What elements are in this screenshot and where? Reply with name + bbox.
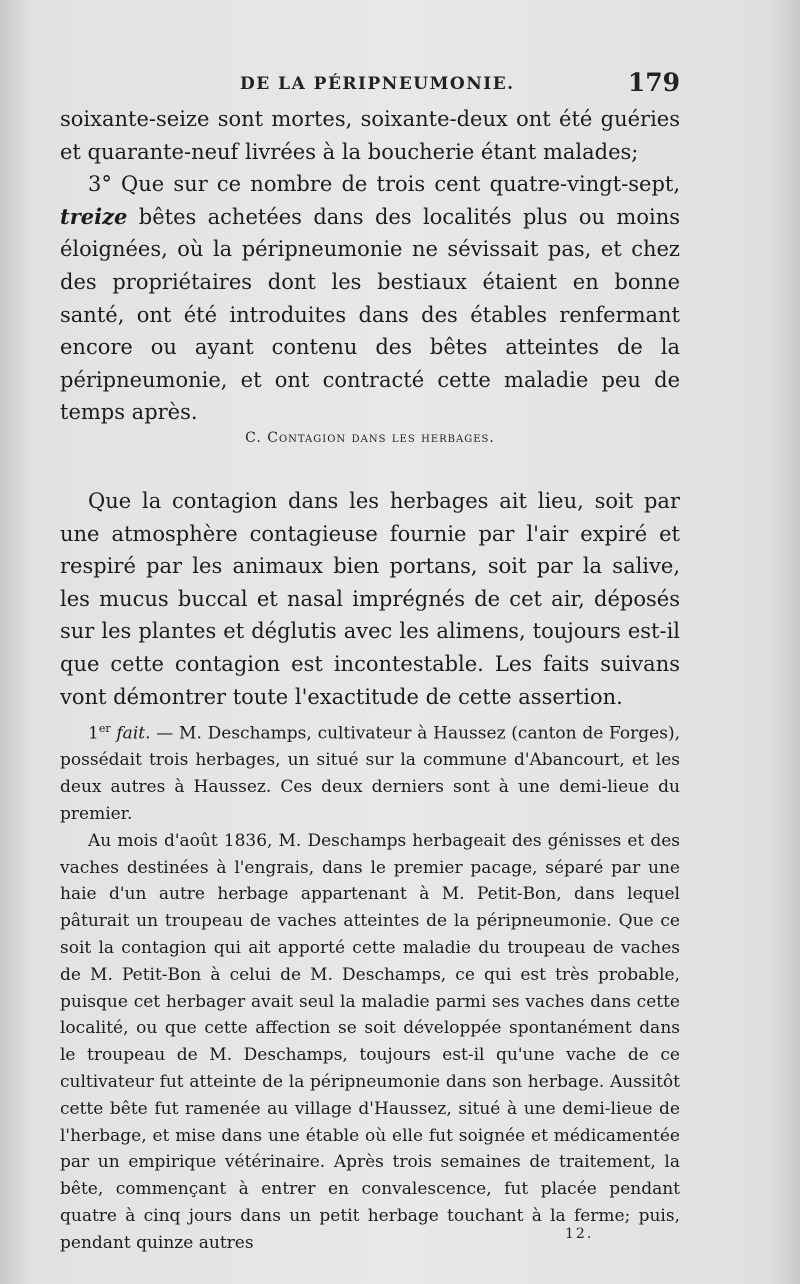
- section-text-block: [60, 485, 680, 713]
- emphasis-treize: treize: [60, 203, 128, 229]
- running-title: DE LA PÉRIPNEUMONIE.: [240, 74, 515, 94]
- facts-text-block: [60, 716, 680, 1257]
- paragraph-statistics: soixante-seize sont mortes, soixante-deux ont été guéries et quarante-neuf livrées à la boucherie étant malades;: [60, 107, 680, 164]
- section-heading-text: C. Contagion dans les herbages.: [245, 430, 495, 446]
- page-header: [60, 66, 680, 100]
- opening-text-block: [60, 103, 680, 429]
- paragraph-contagion: Que la contagion dans les herbages ait lieu, soit par une atmosphère contagieuse fournie par l'air expiré et respiré par les animaux bien portans, soit par la salive, les mucus buccal et nasal imprégnés de cet air, déposés sur les plantes et déglutis avec les alimens, toujours est-il que cette contagion est incontestable. Les faits suivans vont démontrer toute l'exactitude de cette assertion.: [60, 489, 680, 709]
- fact-number: 1: [88, 723, 99, 744]
- paragraph-fact-1: [60, 716, 680, 828]
- paragraph-point-3-end: bêtes achetées dans des localités plus ou moins éloignées, où la péripneumonie ne sévissait pas, et chez des propriétaires dont les bestiaux étaient en bonne santé, ont été introduites dans des étables renfermant encore ou ayant contenu des bêtes atteintes de la péripneumonie, et ont contracté cette maladie peu de temps après.: [60, 204, 680, 425]
- fact-number-superscript: er: [98, 722, 111, 735]
- fact-label: fait.: [110, 723, 151, 744]
- paragraph-point-3: [60, 168, 680, 429]
- paragraph-point-3-start: 3° Que sur ce nombre de trois cent quatre-vingt-sept,: [88, 172, 680, 197]
- paragraph-fact-1-continuation: Au mois d'août 1836, M. Deschamps herbageait des génisses et des vaches destinées à l'engrais, dans le premier pacage, séparé par une haie d'un autre herbage appartenant à M. Petit-Bon, dans lequel pâturait un troupeau de vaches atteintes de la péripneumonie. Que ce soit la contagion qui ait apporté cette maladie du troupeau de vaches de M. Petit-Bon à celui de M. Deschamps, ce qui est très probable, puisque cet herbager avait seul la maladie parmi ses vaches dans cette localité, ou que cette affection se soit développée spontanément dans le troupeau de M. Deschamps, toujours est-il qu'une vache de ce cultivateur fut atteinte de la péripneumonie dans son herbage. Aussitôt cette bête fut ramenée au village d'Haussez, situé à une demi-lieue de l'herbage, et mise dans une étable où elle fut soignée et médicamentée par un empirique vétérinaire. Après trois semaines de traitement, la bête, commençant à entrer en convalescence, fut placée pendant quatre à cinq jours dans un petit herbage touchant à la ferme; puis, pendant quinze autres: [60, 830, 680, 1253]
- page-number: 179: [627, 68, 680, 97]
- section-heading: [60, 430, 680, 446]
- signature-mark: 12.: [565, 1226, 594, 1242]
- fact-text: — M. Deschamps, cultivateur à Haussez (canton de Forges), possédait trois herbages, un situé sur la commune d'Abancourt, et les deux autres à Haussez. Ces deux derniers sont à une demi-lieue du premier.: [60, 723, 680, 825]
